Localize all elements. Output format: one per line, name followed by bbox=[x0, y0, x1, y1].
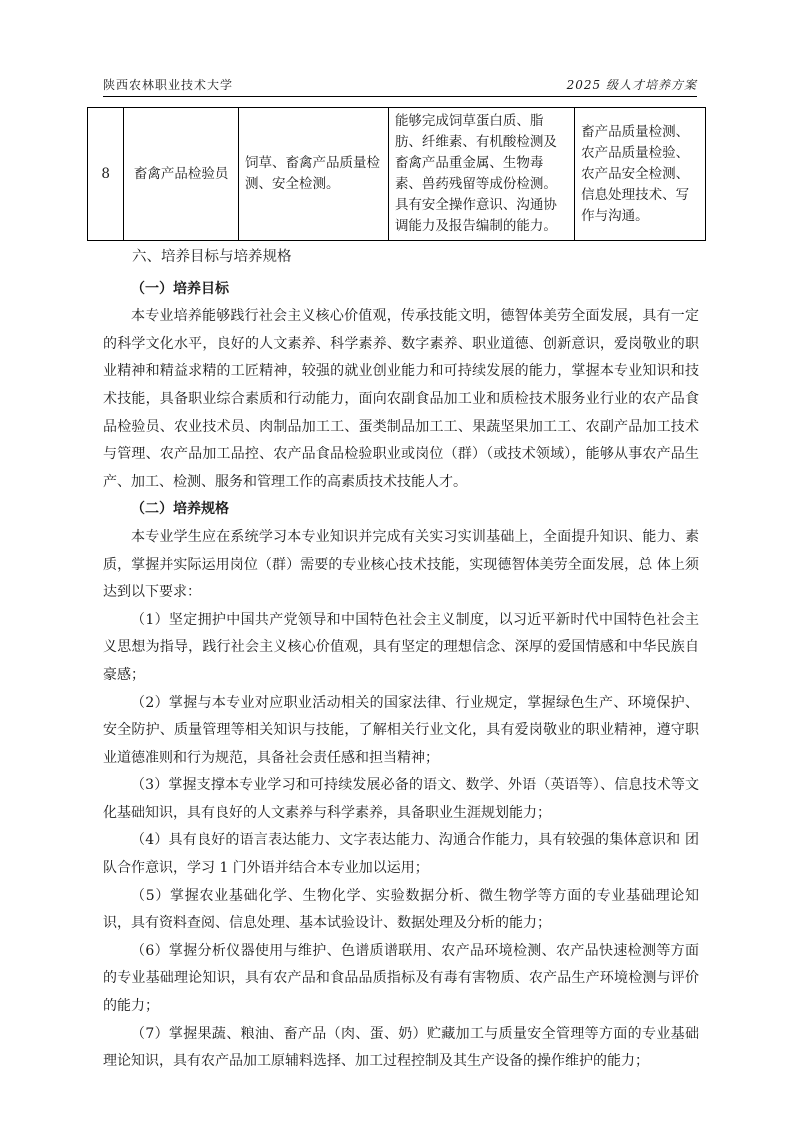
work-tasks: 饲草、畜禽产品质量检测、安全检测。 bbox=[238, 108, 388, 241]
subsection-heading-specs: （二）培养规格 bbox=[131, 501, 229, 518]
list-item: （4）具有良好的语言表达能力、文字表达能力、沟通合作能力，具有较强的集体意识和 团队合作意识，学习 1 门外语并结合本专业加以运用； bbox=[103, 832, 699, 877]
list-item: （5）掌握农业基础化学、生物化学、实验数据分析、微生物学等方面的专业基础理论知识，具有资料查阅、信息处理、基本试验设计、数据处理及分析的能力； bbox=[103, 887, 699, 932]
list-item: （1）坚定拥护中国共产党领导和中国特色社会主义制度，以习近平新时代中国特色社会主义思想为指导，践行社会主义核心价值观，具有坚定的理想信念、深厚的爱国情感和中华民族自豪感； bbox=[103, 611, 699, 683]
specs-intro: 本专业学生应在系统学习本专业知识并完成有关实习实训基础上，全面提升知识、能力、素质，掌握并实际运用岗位（群）需要的专业核心技术技能，实现德智体美劳全面发展，总 体上须达到以下要求： bbox=[103, 528, 699, 601]
section-heading: 六、培养目标与培养规格 bbox=[132, 249, 292, 265]
header-doc-title: 2025 级人才培养方案 bbox=[566, 78, 697, 92]
main-content bbox=[103, 240, 699, 1076]
subsection-heading-goals: （一）培养目标 bbox=[131, 280, 229, 297]
competency-table bbox=[87, 107, 706, 241]
list-item: （7）掌握果蔬、粮油、畜产品（肉、蛋、奶）贮藏加工与质量安全管理等方面的专业基础理论知识，具有农产品加工原辅料选择、加工过程控制及其生产设备的操作维护的能力； bbox=[103, 1025, 699, 1070]
goals-paragraph: 本专业培养能够践行社会主义核心价值观，传承技能文明，德智体美劳全面发展，具有一定的科学文化水平，良好的人文素养、科学素养、数字素养、职业道德、创新意识，爱岗敬业的职业精神和精益求精的工匠精神，较强的就业创业能力和可持续发展的能力，掌握本专业知识和技术技能，具备职业综合素质和行动能力，面向农副食品加工业和质检技术服务业行业的农产品食品检验员、农业技术员、肉制品加工工、蛋类制品加工工、果蔬坚果加工工、农副产品加工技术与管理、农产品加工品控、农产品食品检验职业或岗位（群）（或技术领域），能够从事农产品生产、加工、检测、服务和管理工作的高素质技术技能人才。 bbox=[103, 308, 699, 490]
row-number: 8 bbox=[88, 108, 124, 241]
page-header bbox=[103, 74, 697, 97]
list-item: （2）掌握与本专业对应职业活动相关的国家法律、行业规定，掌握绿色生产、环境保护、安全防护、质量管理等相关知识与技能，了解相关行业文化，具有爱岗敬业的职业精神，遵守职业道德准则和行为规范，具备社会责任感和担当精神； bbox=[103, 694, 699, 766]
table-row bbox=[88, 108, 706, 241]
required-abilities: 能够完成饲草蛋白质、脂肪、纤维素、有机酸检测及畜禽产品重金属、生物毒素、兽药残留等成份检测。具有安全操作意识、沟通协调能力及报告编制的能力。 bbox=[388, 108, 574, 241]
list-item: （3）掌握支撑本专业学习和可持续发展必备的语文、数学、外语（英语等）、信息技术等文化基础知识，具有良好的人文素养与科学素养，具备职业生涯规划能力； bbox=[103, 777, 699, 821]
header-school-name: 陕西农林职业技术大学 bbox=[103, 78, 234, 92]
supporting-courses: 畜产品质量检测、农产品质量检验、农产品安全检测、信息处理技术、写作与沟通。 bbox=[575, 108, 706, 241]
list-item: （6）掌握分析仪器使用与维护、色谱质谱联用、农产品环境检测、农产品快速检测等方面的专业基础理论知识，具有农产品和食品品质指标及有毒有害物质、农产品生产环境检测与评价的能力； bbox=[103, 942, 699, 1015]
job-position: 畜禽产品检验员 bbox=[124, 108, 239, 241]
